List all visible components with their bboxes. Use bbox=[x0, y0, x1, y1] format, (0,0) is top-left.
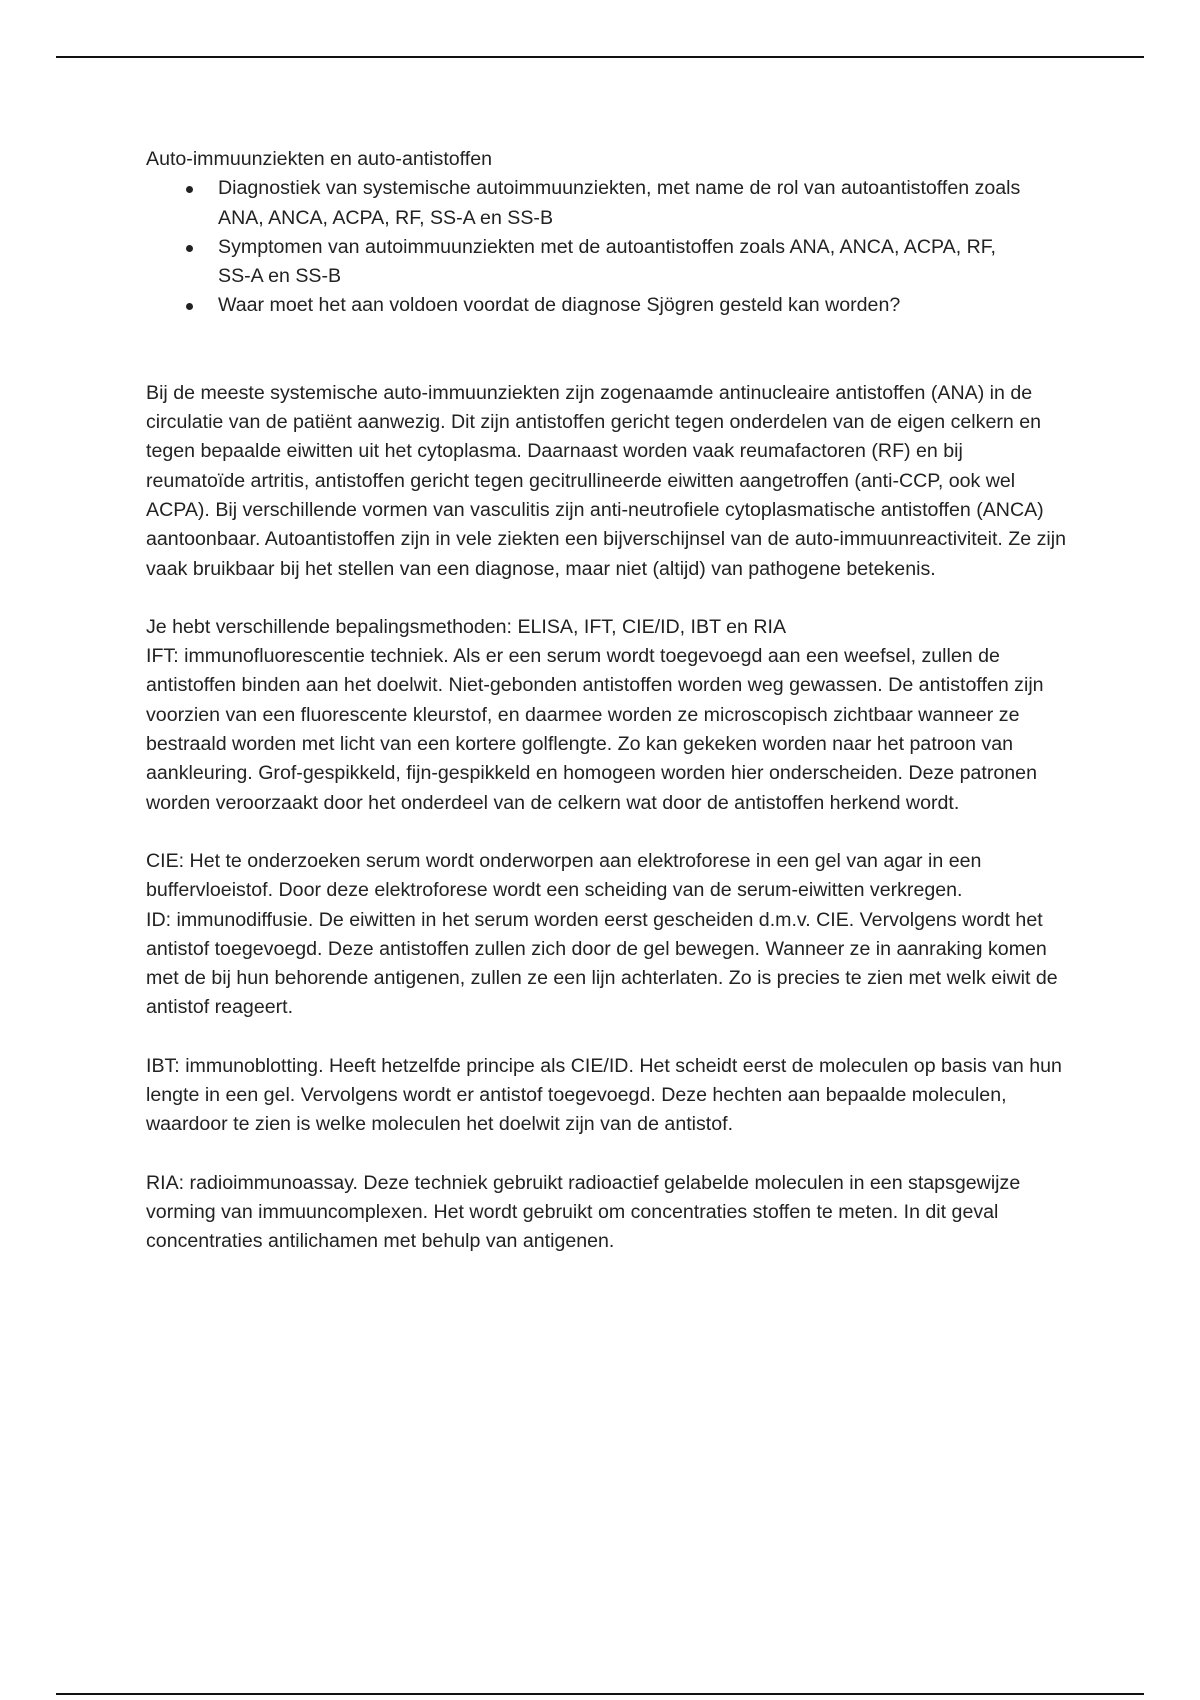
intro-paragraph: Bij de meeste systemische auto-immuunziekten zijn zogenaamde antinucleaire antistoffen (ANA) in de circulatie van de patiënt aanwezig. Dit zijn antistoffen gericht tegen onderdelen van de eigen celkern en tegen bepaalde eiwitten uit het cytoplasma. Daarnaast worden vaak reumafactoren (RF) en bij reumatoïde artritis, antistoffen gericht tegen gecitrullineerde eiwitten aangetroffen (anti-CCP, ook wel ACPA). Bij verschillende vormen van vasculitis zijn anti-neutrofiele cytoplasmatische antistoffen (ANCA) aantoonbaar. Autoantistoffen zijn in vele ziekten een bijverschijnsel van de auto-immuunreactiviteit. Ze zijn vaak bruikbaar bij het stellen van een diagnose, maar niet (altijd) van pathogene betekenis. bbox=[146, 381, 1066, 580]
list-item-text: Diagnostiek van systemische autoimmuunziekten, met name de rol van autoantistoffen zoals ANA, ANCA, ACPA, RF, SS-A en SS-B bbox=[218, 177, 1021, 229]
ift-paragraph: IFT: immunofluorescentie techniek. Als er een serum wordt toegevoegd aan een weefsel, zullen de antistoffen binden aan het doelwit. Niet-gebonden antistoffen worden weg gewassen. De antistoffen zijn voorzien van een fluorescente kleurstof, en daarmee worden ze microscopisch zichtbaar wanneer ze bestraald worden met licht van een kortere golflengte. Zo kan gekeken worden naar het patroon van aankleuring. Grof-gespikkeld, fijn-gespikkeld en homogeen worden hier onderscheiden. Deze patronen worden veroorzaakt door het onderdeel van de celkern wat door de antistoffen herkend wordt. bbox=[146, 645, 1044, 814]
list-item bbox=[146, 233, 1066, 292]
document-page bbox=[146, 145, 1066, 1257]
bullet-icon bbox=[186, 186, 193, 193]
list-item bbox=[146, 174, 1066, 233]
cie-paragraph: CIE: Het te onderzoeken serum wordt onderworpen aan elektroforese in een gel van agar in een buffervloeistof. Door deze elektroforese wordt een scheiding van de serum-eiwitten verkregen. bbox=[146, 849, 982, 902]
list-item bbox=[146, 291, 1066, 320]
bullet-icon bbox=[186, 245, 193, 252]
top-divider bbox=[56, 56, 1144, 58]
ria-paragraph: RIA: radioimmunoassay. Deze techniek gebruikt radioactief gelabelde moleculen in een stapsgewijze vorming van immuuncomplexen. Het wordt gebruikt om concentraties stoffen te meten. In dit geval concentraties antilichamen met behulp van antigenen. bbox=[146, 1171, 1021, 1253]
learning-objectives-list bbox=[146, 174, 1066, 320]
bottom-divider bbox=[56, 1693, 1144, 1695]
section-heading: Auto-immuunziekten en auto-antistoffen bbox=[146, 148, 492, 170]
list-item-text: Symptomen van autoimmuunziekten met de autoantistoffen zoals ANA, ANCA, ACPA, RF, SS-A en SS-B bbox=[218, 235, 996, 288]
bullet-icon bbox=[186, 303, 193, 310]
methods-paragraph: Je hebt verschillende bepalingsmethoden: ELISA, IFT, CIE/ID, IBT en RIA bbox=[146, 615, 787, 638]
id-paragraph: ID: immunodiffusie. De eiwitten in het serum worden eerst gescheiden d.m.v. CIE. Vervolgens wordt het antistof toegevoegd. Deze antistoffen zullen zich door de gel bewegen. Wanneer ze in aanraking komen met de bij hun behorende antigenen, zullen ze een lijn achterlaten. Zo is precies te zien met welk eiwit de antistof reageert. bbox=[146, 908, 1058, 1019]
list-item-text: Waar moet het aan voldoen voordat de diagnose Sjögren gesteld kan worden? bbox=[218, 294, 901, 317]
ibt-paragraph: IBT: immunoblotting. Heeft hetzelfde principe als CIE/ID. Het scheidt eerst de moleculen op basis van hun lengte in een gel. Vervolgens wordt er antistof toegevoegd. Deze hechten aan bepaalde moleculen, waardoor te zien is welke moleculen het doelwit zijn van de antistof. bbox=[146, 1054, 1062, 1136]
